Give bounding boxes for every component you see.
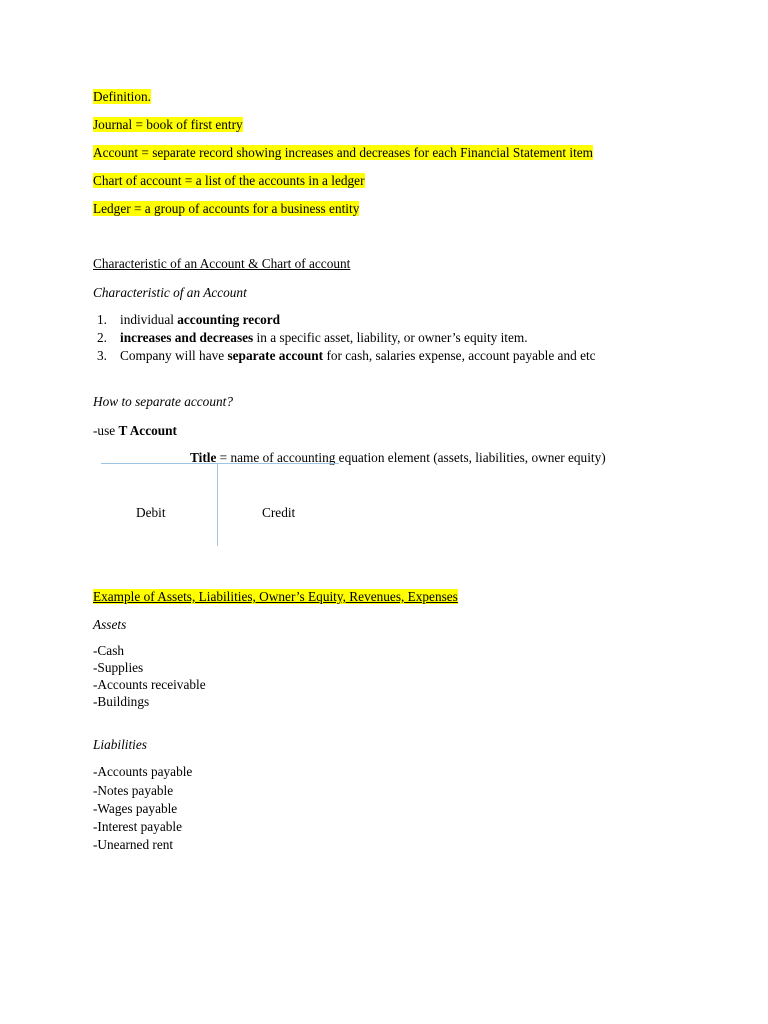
definition-heading-text: Definition. [93,89,151,104]
liability-item: -Unearned rent [93,837,174,852]
asset-item: -Cash [93,643,125,658]
characteristic-heading: Characteristic of an Account & Chart of account [93,256,351,271]
ledger-definition-text: Ledger = a group of accounts for a business entity [93,201,360,216]
characteristic-item-2 [97,329,528,346]
use-prefix: -use [93,423,119,438]
separate-account-question: How to separate account? [93,394,233,409]
t-account-horizontal-line [101,463,339,464]
definition-heading [93,88,151,105]
item-text-pre: individual [120,312,178,327]
item-text-bold: increases and decreases [120,330,254,345]
characteristic-item-1 [97,311,280,328]
item-text-post: in a specific asset, liability, or owner’s equity item. [253,330,528,345]
item-text-bold: accounting record [177,312,281,327]
t-account-vertical-line [217,463,218,546]
examples-heading-text: Example of Assets, Liabilities, Owner’s Equity, Revenues, Expenses [93,589,458,604]
item-text-bold: separate account [227,348,324,363]
liability-item: -Notes payable [93,783,174,798]
journal-definition-text: Journal = book of first entry [93,117,243,132]
item-text-pre: Company will have [120,348,228,363]
assets-heading: Assets [93,617,127,632]
t-account-bold: T Account [118,423,177,438]
title-description: = name of accounting equation element (assets, liabilities, owner equity) [216,450,606,465]
liability-item: -Interest payable [93,819,182,834]
asset-item: -Buildings [93,694,150,709]
item-text-post: for cash, salaries expense, account payable and etc [323,348,596,363]
characteristic-item-3 [97,347,596,364]
use-t-account [93,422,177,439]
list-number: 3. [97,348,107,363]
liabilities-heading: Liabilities [93,737,147,752]
list-number: 2. [97,330,107,345]
account-definition [93,144,593,161]
liability-item: -Accounts payable [93,764,193,779]
asset-item: -Supplies [93,660,144,675]
title-bold: Title [190,450,217,465]
credit-label: Credit [262,505,296,520]
chart-of-account-definition [93,172,365,189]
journal-definition [93,116,243,133]
ledger-definition [93,200,359,217]
debit-label: Debit [136,505,166,520]
list-number: 1. [97,312,107,327]
characteristic-subheading: Characteristic of an Account [93,285,247,300]
chart-of-account-definition-text: Chart of account = a list of the accounts in a ledger [93,173,365,188]
examples-heading [93,588,458,605]
liability-item: -Wages payable [93,801,178,816]
asset-item: -Accounts receivable [93,677,206,692]
account-definition-text: Account = separate record showing increases and decreases for each Financial Statement item [93,145,594,160]
